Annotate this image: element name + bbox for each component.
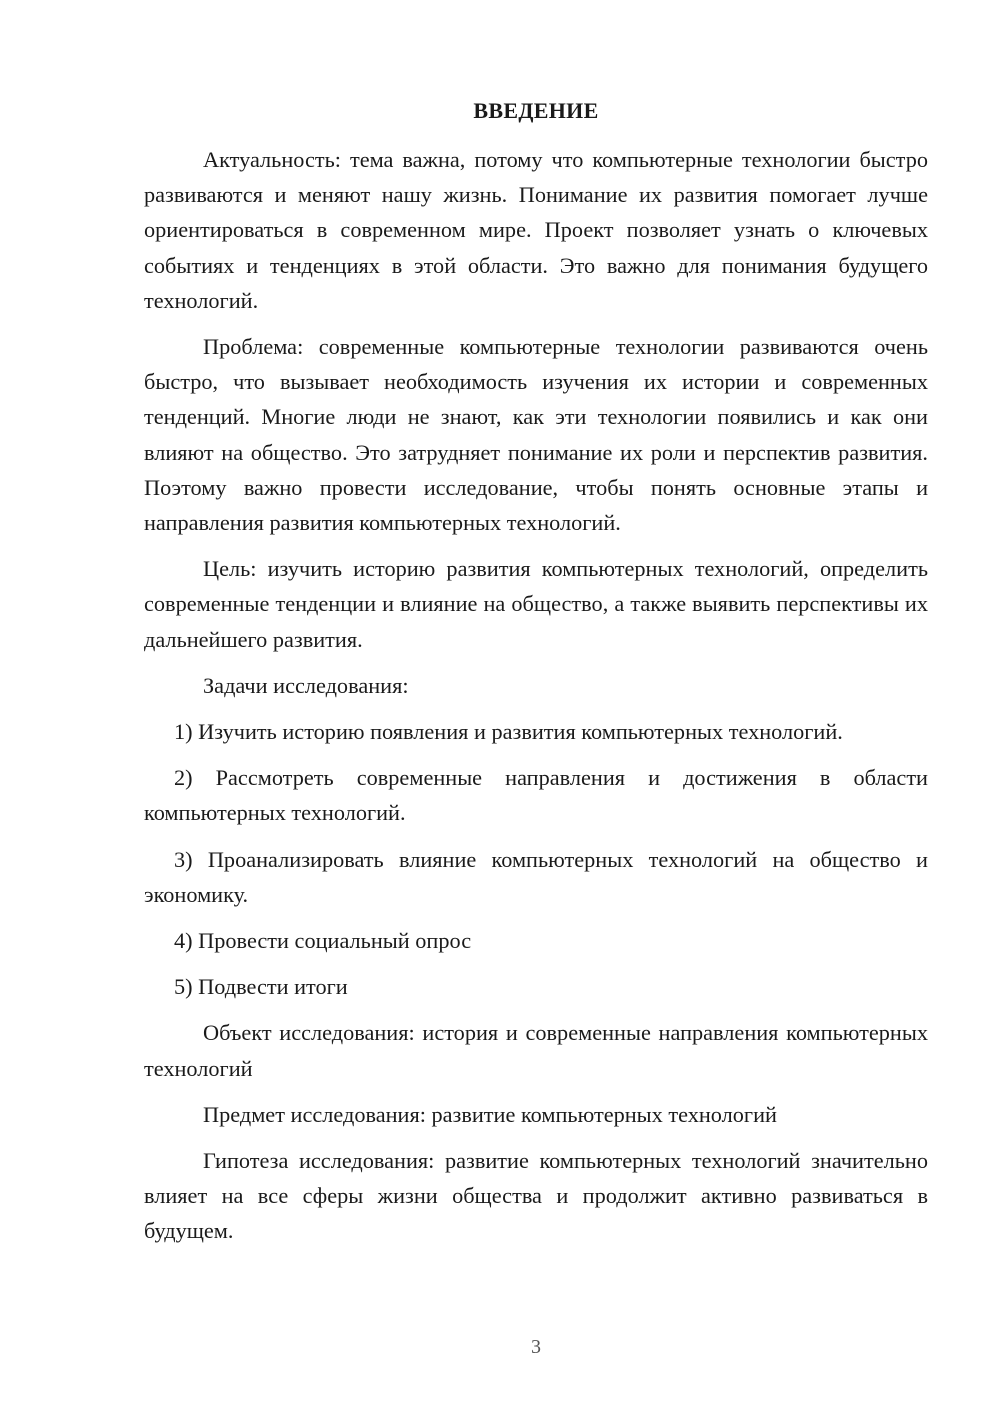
paragraph-relevance: Актуальность: тема важна, потому что компьютерные технологии быстро развиваются и меняют нашу жизнь. Понимание их развития помогает лучше ориентироваться в современном мире. Проект позволяет узнать о ключевых событиях и тенденциях в этой области. Это важно для понимания будущего технологий.: [144, 147, 928, 313]
paragraph-hypothesis: Гипотеза исследования: развитие компьютерных технологий значительно влияет на все сферы жизни общества и продолжит активно развиваться в будущем.: [144, 1148, 928, 1244]
paragraph-subject: Предмет исследования: развитие компьютерных технологий: [203, 1101, 777, 1127]
body-text: [144, 142, 928, 1260]
paragraph-object: Объект исследования: история и современные направления компьютерных технологий: [144, 1020, 928, 1081]
page-number: 3: [531, 1336, 541, 1358]
task-item-1: 1) Изучить историю появления и развития компьютерных технологий.: [174, 719, 843, 745]
task-item-4: 4) Провести социальный опрос: [174, 928, 472, 954]
paragraph-problem: Проблема: современные компьютерные технологии развиваются очень быстро, что вызывает необходимость изучения их истории и современных тенденций. Многие люди не знают, как эти технологии появились и как они влияют на общество. Это затрудняет понимание их роли и перспектив развития. Поэтому важно провести исследование, чтобы понять основные этапы и направления развития компьютерных технологий.: [144, 334, 928, 536]
task-item-3: 3) Проанализировать влияние компьютерных технологий на общество и экономику.: [144, 846, 928, 907]
section-heading: ВВЕДЕНИЕ: [473, 98, 599, 123]
paragraph-goal: Цель: изучить историю развития компьютерных технологий, определить современные тенденции и влияние на общество, а также выявить перспективы их дальнейшего развития.: [144, 556, 928, 652]
task-item-2: 2) Рассмотреть современные направления и достижения в области компьютерных технологий.: [144, 765, 928, 826]
task-item-5: 5) Подвести итоги: [174, 974, 348, 1000]
paragraph-tasks-heading: Задачи исследования:: [203, 672, 409, 698]
